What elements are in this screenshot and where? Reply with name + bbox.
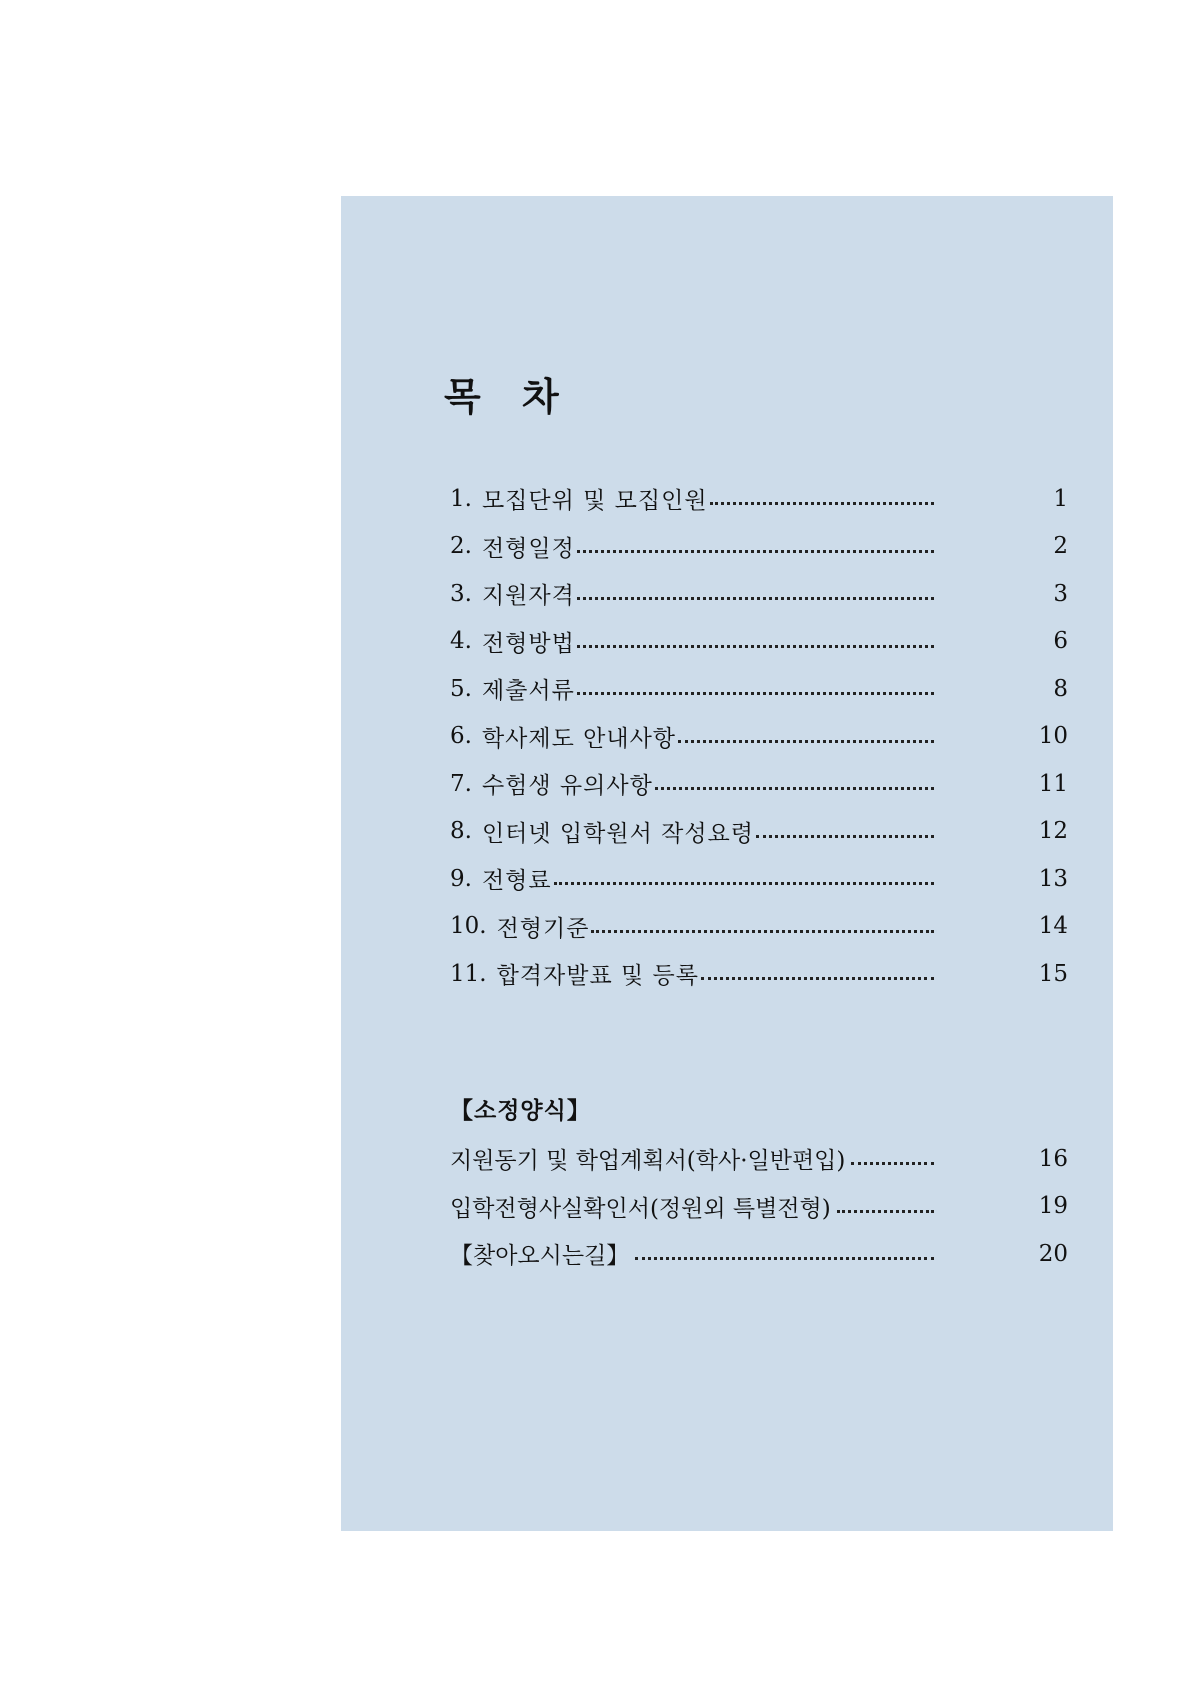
dot-leader bbox=[591, 930, 934, 933]
forms-item[interactable] bbox=[450, 1230, 1068, 1278]
toc-item-page: 8 bbox=[1053, 675, 1068, 702]
toc-item-label: 수험생 유의사항 bbox=[481, 773, 653, 800]
forms-item-page: 20 bbox=[1038, 1240, 1068, 1267]
toc-item-number: 9. bbox=[450, 865, 472, 892]
toc-item[interactable] bbox=[450, 570, 1068, 618]
toc-item-label: 전형방법 bbox=[481, 630, 575, 657]
toc-item-page: 15 bbox=[1038, 960, 1068, 987]
dot-leader bbox=[710, 502, 934, 505]
toc-item-page: 6 bbox=[1053, 628, 1068, 655]
dot-leader bbox=[851, 1162, 934, 1165]
toc-item-label: 지원자격 bbox=[481, 583, 575, 610]
toc-item-page: 11 bbox=[1038, 770, 1068, 797]
toc-item-label: 전형기준 bbox=[496, 915, 590, 942]
toc-item-label: 제출서류 bbox=[481, 678, 575, 705]
dot-leader bbox=[655, 787, 934, 790]
toc-item-number: 1. bbox=[450, 485, 472, 512]
toc-title: 목 차 bbox=[444, 375, 573, 419]
toc-list bbox=[450, 475, 1068, 998]
dot-leader bbox=[837, 1210, 934, 1213]
toc-item-page: 12 bbox=[1038, 818, 1068, 845]
toc-item-label: 학사제도 안내사항 bbox=[481, 725, 677, 752]
toc-item-page: 3 bbox=[1053, 580, 1068, 607]
toc-item[interactable] bbox=[450, 760, 1068, 808]
toc-item-number: 11. bbox=[450, 960, 487, 987]
toc-item[interactable] bbox=[450, 713, 1068, 761]
dot-leader bbox=[701, 977, 934, 980]
toc-item-number: 5. bbox=[450, 675, 472, 702]
toc-item[interactable] bbox=[450, 618, 1068, 666]
toc-item-number: 8. bbox=[450, 818, 472, 845]
forms-item-page: 16 bbox=[1038, 1145, 1068, 1172]
toc-item[interactable] bbox=[450, 475, 1068, 523]
forms-item-page: 19 bbox=[1038, 1193, 1068, 1220]
forms-section-title: 【소정양식】 bbox=[450, 1097, 591, 1124]
dot-leader bbox=[577, 597, 934, 600]
dot-leader bbox=[577, 692, 934, 695]
toc-item-number: 10. bbox=[450, 913, 487, 940]
dot-leader bbox=[577, 645, 934, 648]
toc-item[interactable] bbox=[450, 808, 1068, 856]
toc-item[interactable] bbox=[450, 855, 1068, 903]
toc-item[interactable] bbox=[450, 523, 1068, 571]
toc-item-label: 전형일정 bbox=[481, 535, 575, 562]
toc-item-page: 2 bbox=[1053, 533, 1068, 560]
toc-item-label: 합격자발표 및 등록 bbox=[496, 963, 699, 990]
toc-item-label: 전형료 bbox=[481, 868, 552, 895]
forms-list bbox=[450, 1135, 1068, 1278]
toc-item-label: 인터넷 입학원서 작성요령 bbox=[481, 820, 754, 847]
toc-item-number: 3. bbox=[450, 580, 472, 607]
forms-item[interactable] bbox=[450, 1135, 1068, 1183]
toc-item-number: 7. bbox=[450, 770, 472, 797]
toc-item-number: 4. bbox=[450, 628, 472, 655]
toc-item-number: 2. bbox=[450, 533, 472, 560]
toc-item[interactable] bbox=[450, 665, 1068, 713]
dot-leader bbox=[756, 835, 934, 838]
dot-leader bbox=[635, 1257, 934, 1260]
dot-leader bbox=[554, 882, 934, 885]
forms-item[interactable] bbox=[450, 1183, 1068, 1231]
dot-leader bbox=[577, 550, 934, 553]
toc-item[interactable] bbox=[450, 950, 1068, 998]
toc-item-page: 13 bbox=[1038, 865, 1068, 892]
toc-item-page: 14 bbox=[1038, 913, 1068, 940]
forms-item-label: 지원동기 및 학업계획서(학사·일반편입) bbox=[450, 1148, 846, 1175]
forms-item-label: 【찾아오시는길】 bbox=[450, 1243, 630, 1270]
dot-leader bbox=[678, 740, 934, 743]
toc-item-label: 모집단위 및 모집인원 bbox=[481, 488, 708, 515]
toc-item-number: 6. bbox=[450, 723, 472, 750]
forms-item-label: 입학전형사실확인서(정원외 특별전형) bbox=[450, 1195, 831, 1222]
toc-item-page: 1 bbox=[1053, 485, 1068, 512]
toc-item[interactable] bbox=[450, 903, 1068, 951]
toc-item-page: 10 bbox=[1038, 723, 1068, 750]
